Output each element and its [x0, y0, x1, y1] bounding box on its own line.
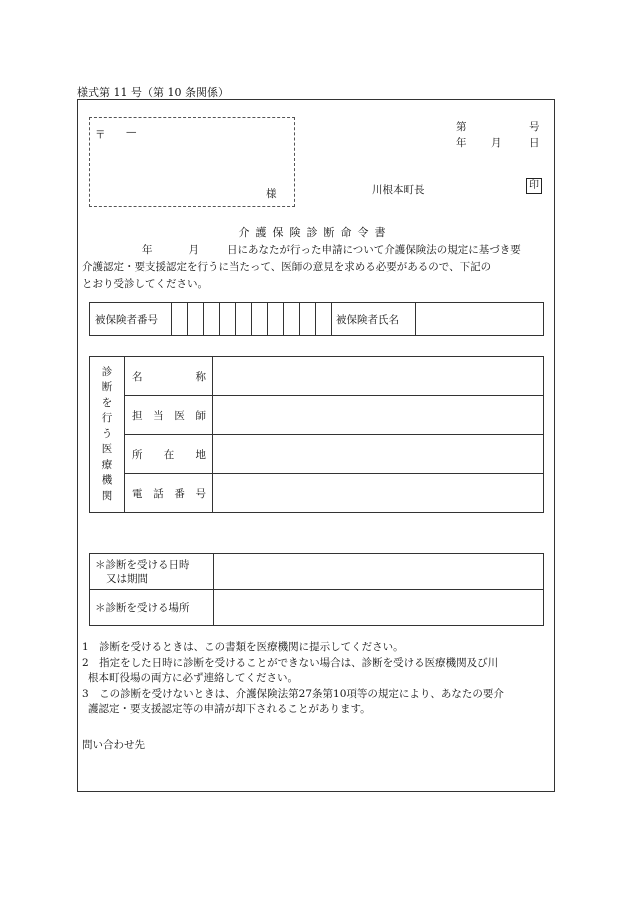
insured-name-field[interactable] [416, 303, 544, 336]
institution-name-field[interactable] [213, 357, 544, 396]
date-month: 月 [491, 137, 502, 149]
insured-number-cell[interactable] [284, 303, 300, 336]
exam-table [89, 553, 544, 626]
exam-datetime-label: ＊診断を受ける日時 又は期間 [90, 554, 214, 590]
body-line-3: とおり受診してください。 [82, 278, 208, 290]
body-month: 月 [188, 244, 199, 256]
postal-dash: — [126, 126, 137, 138]
insured-number-cell[interactable] [220, 303, 236, 336]
postal-mark: 〒 [95, 129, 106, 141]
issuer-mayor: 川根本町長 [372, 184, 425, 196]
attending-doctor-label: 担 当 医 師 [125, 396, 213, 435]
institution-address-field[interactable] [213, 435, 544, 474]
insured-number-cell[interactable] [172, 303, 188, 336]
insured-number-cell[interactable] [188, 303, 204, 336]
institution-vertical-label: 診 断 を 行 う 医 療 機 関 [90, 357, 125, 513]
attending-doctor-field[interactable] [213, 396, 544, 435]
insured-number-label: 被保険者番号 [90, 303, 172, 336]
insured-number-cell[interactable] [236, 303, 252, 336]
institution-name-label: 名 称 [125, 357, 213, 396]
exam-place-field[interactable] [214, 590, 544, 626]
seal-icon: 印 [526, 178, 542, 194]
note-item: 2 指定をした日時に診断を受けることができない場合は、診断を受ける医療機関及び川 [82, 656, 499, 669]
note-item: 3 この診断を受けないときは、介護保険法第27条第10項等の規定により、あなたの要介 [82, 687, 504, 700]
exam-datetime-field[interactable] [214, 554, 544, 590]
notes-list [82, 640, 552, 718]
doc-number-prefix: 第 [456, 121, 467, 133]
insured-number-cell[interactable] [252, 303, 268, 336]
document-title: 介護保険診断命令書 [238, 226, 392, 239]
form-number-label: 様式第 11 号（第 10 条関係） [77, 86, 229, 99]
doc-number-suffix: 号 [529, 121, 540, 133]
body-year: 年 [142, 244, 153, 256]
institution-table [89, 356, 544, 513]
addressee-honorific: 様 [266, 188, 277, 200]
insured-name-label: 被保険者氏名 [332, 303, 416, 336]
date-year: 年 [456, 137, 467, 149]
body-line-1: 年 月 日にあなたが行った申請について介護保険法の規定に基づき要 [142, 244, 521, 256]
body-line-2: 介護認定・要支援認定を行うに当たって、医師の意見を求める必要があるので、下記の [82, 261, 492, 273]
insured-number-cell[interactable] [316, 303, 332, 336]
exam-place-label: ＊診断を受ける場所 [90, 590, 214, 626]
note-item-continued: 護認定・要支援認定等の申請が却下されることがあります。 [88, 703, 371, 716]
institution-address-label: 所 在 地 [125, 435, 213, 474]
note-item: 1 診断を受けるときは、この書類を医療機関に提示してください。 [82, 641, 404, 653]
phone-number-field[interactable] [213, 474, 544, 513]
phone-number-label: 電 話 番 号 [125, 474, 213, 513]
insured-number-cell[interactable] [204, 303, 220, 336]
insured-table [89, 302, 544, 336]
date-day: 日 [529, 137, 540, 149]
insured-number-cell[interactable] [300, 303, 316, 336]
note-item-continued: 根本町役場の両方に必ず連絡してください。 [88, 672, 298, 685]
contact-label: 問い合わせ先 [82, 739, 145, 751]
address-box [89, 117, 295, 207]
body-paragraph [82, 242, 552, 293]
insured-number-cell[interactable] [268, 303, 284, 336]
